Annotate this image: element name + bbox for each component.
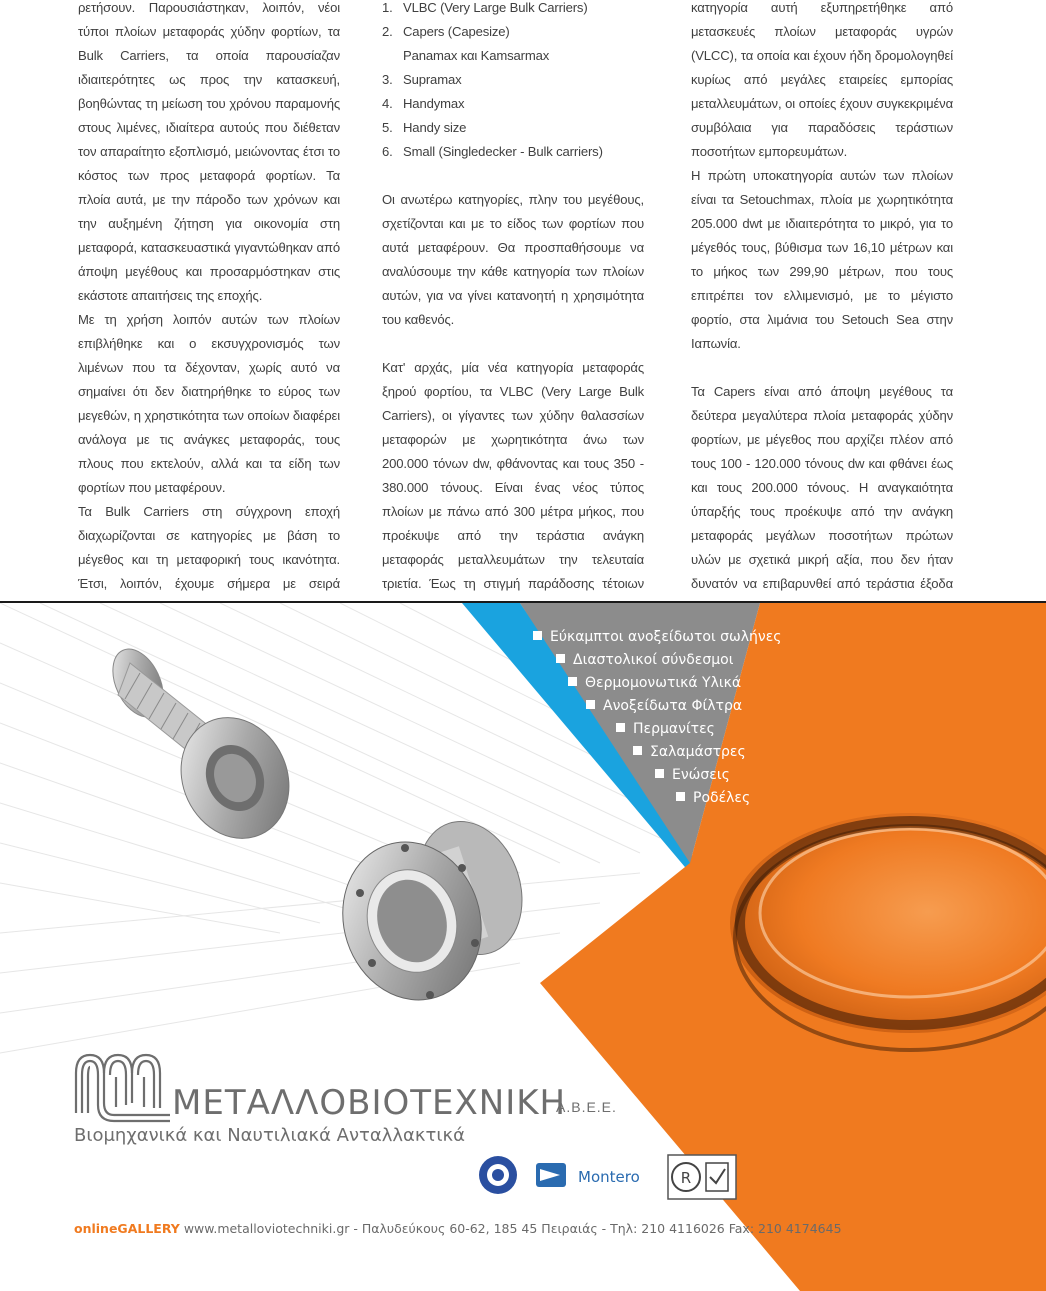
list-item: 1. VLBC (Very Large Bulk Carriers) [382,0,588,15]
advertisement [0,603,1046,1291]
article [0,0,1046,600]
list-item: 5. Handy size [382,120,467,135]
paragraph: Η πρώτη υποκατηγορία αυτών των πλοίων είναι τα Setouchmax, πλοία με χωρητικότητα 205.000 dwt με ιδιαιτερότητα το μικρό, για το μέγεθός τους, βύθισμα των 16,10 μέτρων και το μήκος των 299,90 μέτρων, που τους επιτρέπει τον ελλιμενισμό, με το μέγιστο φορτίο, στα λιμάνια του Setouch Sea στην Ιαπωνία. [691,168,953,351]
size-category-list [382,0,644,164]
product-list [0,603,1046,863]
brand-name: ΜΕΤΑΛΛΟΒΙΟΤΕΧΝΙΚΗ [172,1083,567,1123]
list-item: Panamax και Kamsarmax [403,48,550,63]
montero-label: Montero [578,1168,640,1186]
boa-logo [479,1156,517,1194]
paragraph: Τα Capers είναι από άποψη μεγέθους τα δεύτερα μεγαλύτερα πλοία μεταφοράς χύδην φορτίων, με μέγεθος που αρχίζει πλέον από τους 100 - 120.000 τόνους dw και φθάνει έως και τους 200.000 τόνους. Η αναγκαιότητα ύπαρξής τους προέκυψε από την ανάγκη μεταφοράς μεγάλων ποσοτήτων πρώτων υλών με σχετικά μικρή αξία, που δεν ήταν δυνατόν να επιβαρυνθεί από τεράστια έξοδα [691,384,953,591]
paragraph: κατηγορία αυτή εξυπηρετήθηκε από μετασκευές πλοίων μεταφοράς υγρών (VLCC), τα οποία και έχουν ήδη δρομολογηθεί κυρίως από μεγάλες εταιρείες εμπορίας μεταλλευμάτων, οι οποίες έχουν συγκεκριμένα συμβόλαια για παραδόσεις τεράστιων ποσοτήτων εμπορευμάτων. [691,0,953,159]
certification-logo [668,1155,736,1199]
list-item: 3. Supramax [382,72,462,87]
paragraph: Κατ' αρχάς, μία νέα κατηγορία μεταφοράς ξηρού φορτίου, τα VLBC (Very Large Bulk Carriers), οι γίγαντες των χύδην θαλασσίων μεταφορών με χωρητικότητα άνω των 200.000 τόνων dw, φθάνοντας και τους 350 - 380.000 τόνους. Είναι ένας νέος τύπος πλοίων με πάνω από 300 μέτρα μήκος, που προέκυψε από την τεράστια ανάγκη μεταφοράς μεταλλευμάτων την τελευταία τριετία. Έως τη στιγμή παράδοσης τέτοιων [382,360,644,591]
list-item: 4. Handymax [382,96,465,111]
product-list-item: Σαλαμάστρες [633,744,746,760]
montero-logo [536,1163,566,1187]
paragraph: Οι ανωτέρω κατηγορίες, πλην του μεγέθους, σχετίζονται και με το είδος των φορτίων που αυτά μεταφέρουν. Θα προσπαθήσουμε να αναλύσουμε την κάθε κατηγορία των πλοίων αυτών, για να γίνει κατανοητή η χρησιμότητα του καθενός. [382,192,644,327]
article-column-3 [691,0,953,620]
article-column-2 [382,0,644,620]
product-list-item: Ροδέλες [676,790,750,806]
brand-tagline: Βιομηχανικά και Ναυτιλιακά Ανταλλακτικά [74,1125,465,1146]
contact-info: www.metalloviotechniki.gr - Παλυδεύκους 60-62, 185 45 Πειραιάς - Τηλ: 210 4116026 Fax: 210 4174645 [179,1221,842,1236]
online-gallery-label: onlineGALLERY [74,1221,180,1236]
paragraph: Με τη χρήση λοιπόν αυτών των πλοίων επιβλήθηκε και ο εκσυγχρονισμός των λιμένων που τα δέχονταν, χωρίς αυτό να σημαίνει ότι δεν διατηρήθηκε το εύρος των μεγεθών, η χρηστικότητα των οποίων διαφέρει ανάλογα με τις ανάγκες μεταφοράς, τους πλους που εκτελούν, αλλά και τα είδη των φορτίων που μεταφέρουν. [78,312,340,495]
article-column-1 [78,0,340,620]
paragraph: ρετήσουν. Παρουσιάστηκαν, λοιπόν, νέοι τύποι πλοίων μεταφοράς χύδην φορτίων, τα Bulk Carriers, τα οποία παρουσίαζαν ιδιαιτερότητες ως προς την κατασκευή, βοηθώντας τη μείωση του χρόνου παραμονής στους λιμένες, ιδιαίτερα αυτούς που διέθεταν τον απαραίτητο εξοπλισμό, μειώνοντας έτσι το κόστος των προς μεταφορά φορτίων. Τα πλοία αυτά, με την πάροδο των χρόνων και την αυξημένη ζήτηση για οικονομία στη μεταφορά, κατασκευαστικά γιγαντώθηκαν από άποψη μεγέθους και προσαρμόστηκαν στις εκάστοτε απαιτήσεις της εποχής. [78,0,340,303]
product-list-item: Εύκαμπτοι ανοξείδωτοι σωλήνες [533,629,782,645]
paragraph: Τα Bulk Carriers στη σύγχρονη εποχή διαχωρίζονται σε κατηγορίες με βάση το μέγεθος και τη μεταφορική τους ικανότητα. Έτσι, λοιπόν, έχουμε σήμερα με σειρά [78,504,340,591]
product-list-item: Περμανίτες [616,721,715,737]
product-list-item: Διαστολικοί σύνδεσμοι [556,652,733,668]
svg-text:R: R [680,1169,692,1187]
list-item: 6. Small (Singledecker - Bulk carriers) [382,144,603,159]
product-list-item: Θερμομονωτικά Υλικά [568,675,741,691]
ad-footer [74,1221,842,1236]
list-item: 2. Capers (Capesize) [382,24,510,39]
brand-suffix: Α.Β.Ε.Ε. [556,1099,617,1115]
product-list-item: Ανοξείδωτα Φίλτρα [586,698,742,714]
company-logo-icon [76,1055,170,1121]
product-list-item: Ενώσεις [655,767,730,783]
